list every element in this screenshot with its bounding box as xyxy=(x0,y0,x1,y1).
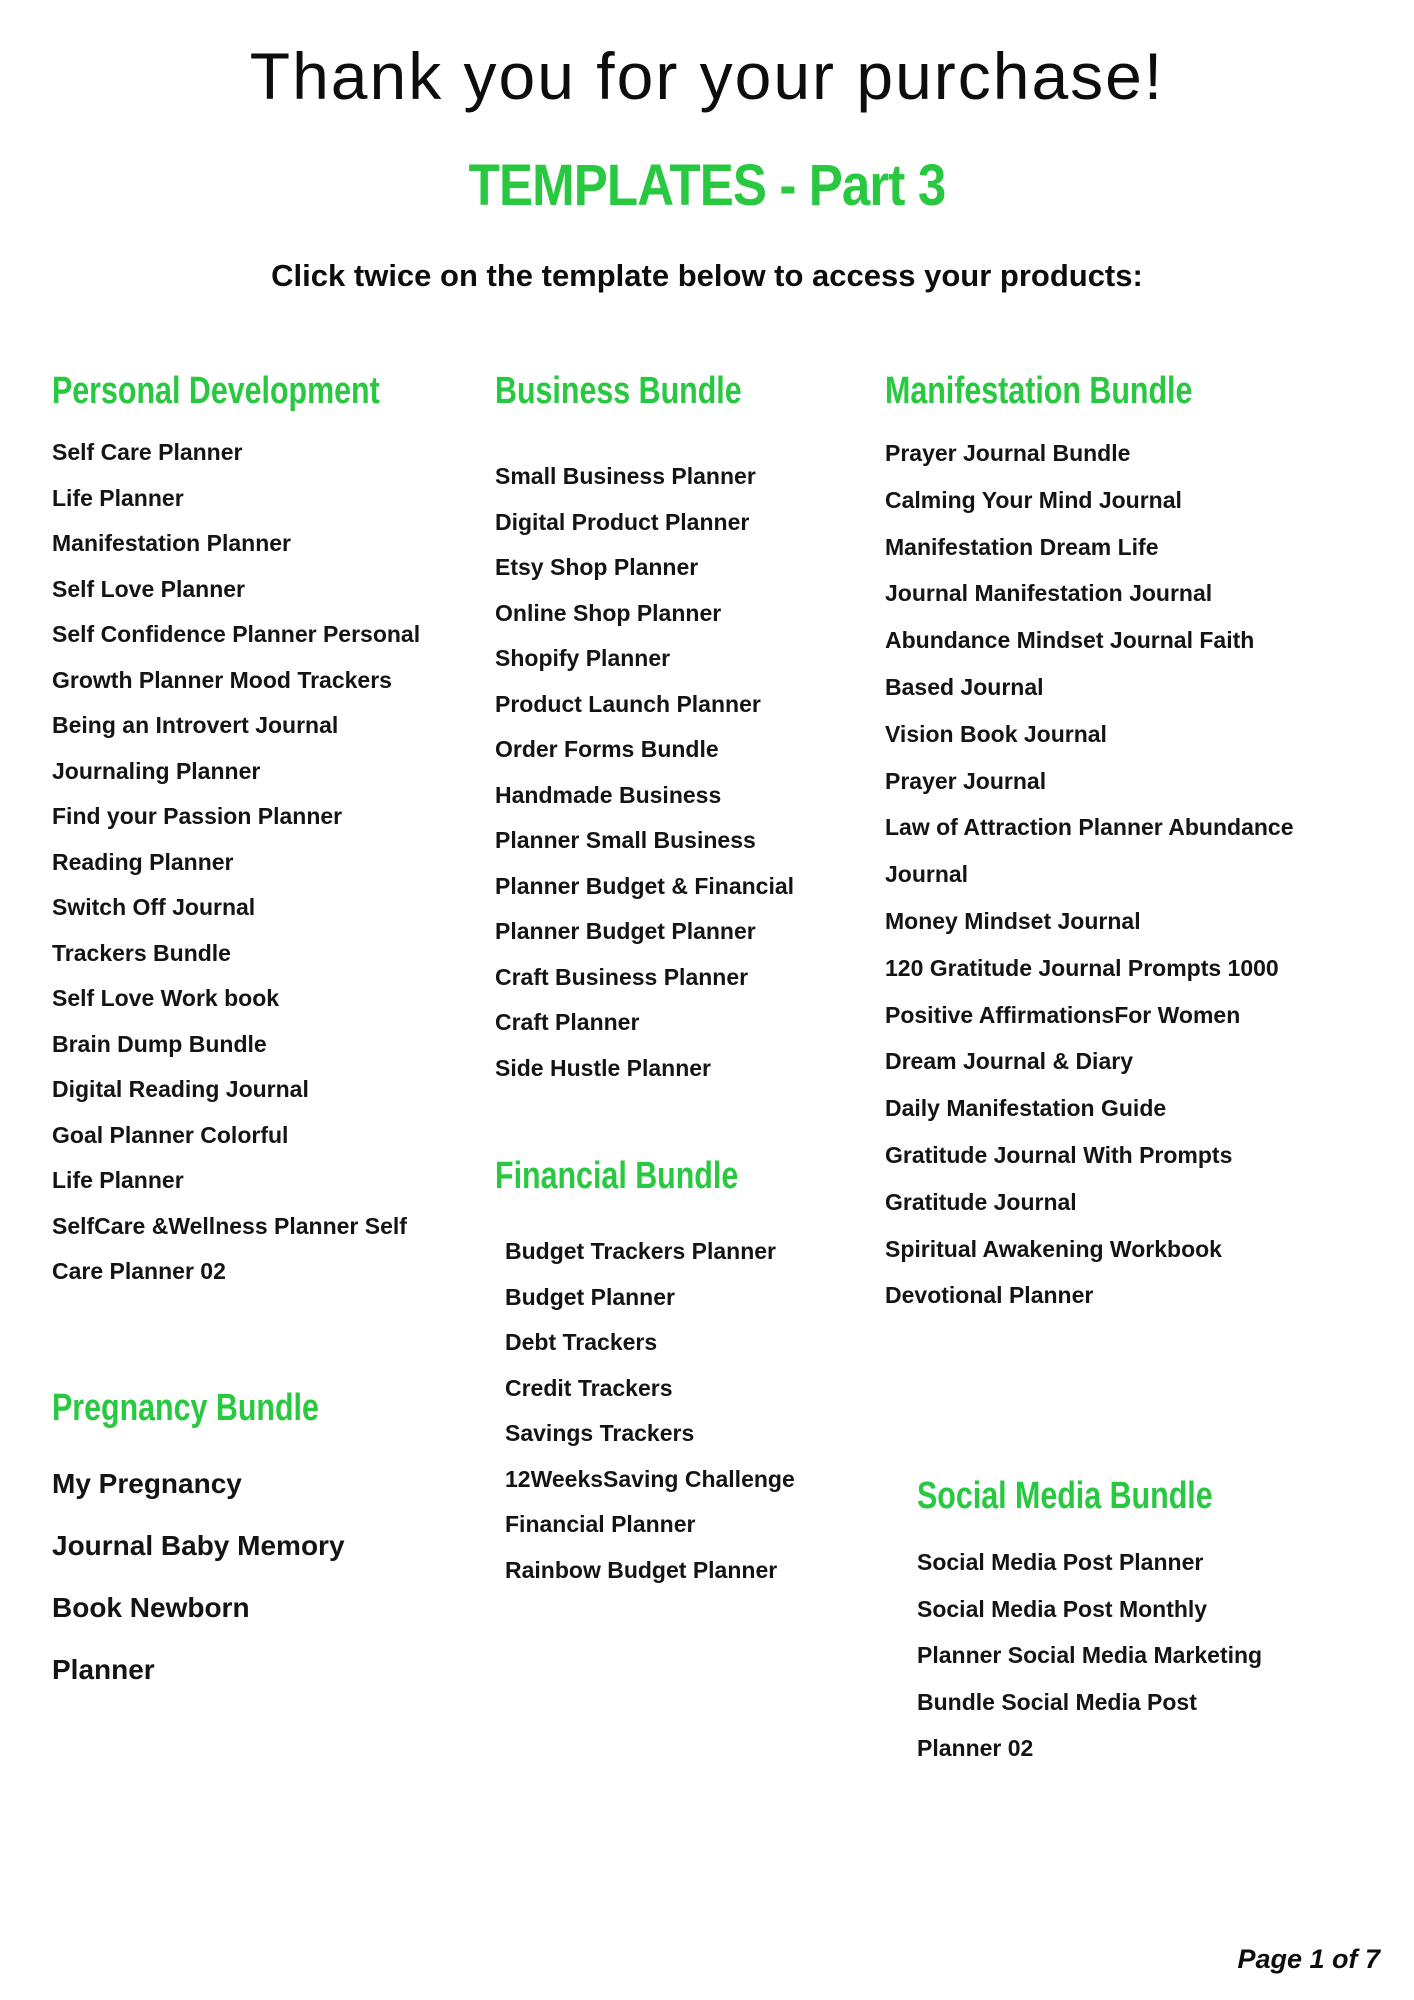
product-item[interactable]: Planner Social Media Marketing xyxy=(917,1642,1263,1669)
product-item[interactable]: Book Newborn xyxy=(52,1591,250,1623)
section-title-personal-development: Personal Development xyxy=(52,370,380,412)
product-item[interactable]: Positive AffirmationsFor Women xyxy=(885,1001,1241,1028)
product-item[interactable]: Self Confidence Planner Personal xyxy=(52,621,421,647)
product-item[interactable]: Based Journal xyxy=(885,673,1044,700)
product-item[interactable]: Bundle Social Media Post xyxy=(917,1688,1197,1715)
product-item[interactable]: Journal xyxy=(885,861,969,888)
product-item[interactable]: Dream Journal & Diary xyxy=(885,1048,1133,1075)
page-subtitle: TEMPLATES - Part 3 xyxy=(468,153,946,218)
product-item[interactable]: Planner Small Business xyxy=(495,827,756,853)
product-item[interactable]: Craft Business Planner xyxy=(495,963,749,990)
product-item[interactable]: SelfCare &Wellness Planner Self xyxy=(52,1212,407,1239)
product-item[interactable]: Gratitude Journal xyxy=(885,1188,1077,1215)
column-1 xyxy=(52,372,482,1701)
product-item[interactable]: Devotional Planner xyxy=(885,1282,1094,1309)
product-item[interactable]: Handmade Business xyxy=(495,781,722,808)
product-item[interactable]: Find your Passion Planner xyxy=(52,803,343,829)
product-item[interactable]: Planner Budget & Financial xyxy=(495,872,795,899)
section-business-bundle xyxy=(495,372,895,1091)
product-item[interactable]: Reading Planner xyxy=(52,848,234,875)
product-item[interactable]: Calming Your Mind Journal xyxy=(885,486,1182,513)
product-item[interactable]: Life Planner xyxy=(52,1167,184,1193)
instruction-text: Click twice on the template below to access your products: xyxy=(271,258,1143,293)
product-item[interactable]: Law of Attraction Planner Abundance xyxy=(885,814,1294,841)
product-item[interactable]: Social Media Post Planner xyxy=(917,1549,1204,1576)
page-title: Thank you for your purchase! xyxy=(249,39,1165,113)
section-social-media-bundle xyxy=(885,1477,1385,1772)
product-item[interactable]: Abundance Mindset Journal Faith xyxy=(885,627,1255,654)
product-item[interactable]: Goal Planner Colorful xyxy=(52,1121,289,1148)
product-item[interactable]: Budget Trackers Planner xyxy=(505,1238,776,1264)
product-item[interactable]: Brain Dump Bundle xyxy=(52,1030,267,1057)
product-item[interactable]: Digital Reading Journal xyxy=(52,1076,309,1102)
product-item[interactable]: Money Mindset Journal xyxy=(885,907,1141,934)
product-item[interactable]: Online Shop Planner xyxy=(495,599,722,626)
product-list-pregnancy-bundle xyxy=(52,1453,482,1701)
product-item[interactable]: Vision Book Journal xyxy=(885,720,1107,747)
product-item[interactable]: Debt Trackers xyxy=(505,1329,658,1355)
product-item[interactable]: Journal Baby Memory xyxy=(52,1529,345,1561)
page-number: Page 1 of 7 xyxy=(1237,1944,1380,1974)
product-list-personal-development xyxy=(52,430,482,1295)
product-item[interactable]: Being an Introvert Journal xyxy=(52,712,339,738)
product-item[interactable]: Craft Planner xyxy=(495,1009,640,1035)
product-item[interactable]: Life Planner xyxy=(52,484,184,511)
section-financial-bundle xyxy=(495,1157,895,1593)
product-item[interactable]: My Pregnancy xyxy=(52,1467,242,1499)
product-item[interactable]: Planner Budget Planner xyxy=(495,918,756,944)
section-title-manifestation-bundle: Manifestation Bundle xyxy=(885,370,1193,412)
section-title-business-bundle: Business Bundle xyxy=(495,370,742,412)
product-item[interactable]: Manifestation Dream Life xyxy=(885,533,1159,560)
product-item[interactable]: Manifestation Planner xyxy=(52,530,291,556)
product-item[interactable]: Savings Trackers xyxy=(505,1420,695,1446)
product-item[interactable]: Planner 02 xyxy=(917,1735,1034,1762)
product-list-business-bundle xyxy=(495,454,895,1091)
product-item[interactable]: Financial Planner xyxy=(505,1511,696,1537)
product-item[interactable]: Small Business Planner xyxy=(495,463,756,489)
product-item[interactable]: Prayer Journal Bundle xyxy=(885,440,1131,466)
product-item[interactable]: Planner xyxy=(52,1653,155,1685)
section-personal-development xyxy=(52,372,482,1295)
product-item[interactable]: Journal Manifestation Journal xyxy=(885,580,1213,607)
product-item[interactable]: Rainbow Budget Planner xyxy=(505,1556,778,1583)
product-item[interactable]: Care Planner 02 xyxy=(52,1258,226,1284)
product-item[interactable]: Spiritual Awakening Workbook xyxy=(885,1235,1222,1262)
column-2 xyxy=(495,372,895,1593)
product-item[interactable]: Budget Planner xyxy=(505,1283,675,1310)
section-manifestation-bundle xyxy=(885,372,1385,1319)
product-item[interactable]: Journaling Planner xyxy=(52,757,261,784)
product-item[interactable]: Etsy Shop Planner xyxy=(495,554,699,580)
product-item[interactable]: Product Launch Planner xyxy=(495,690,761,717)
product-item[interactable]: Shopify Planner xyxy=(495,645,671,671)
section-pregnancy-bundle xyxy=(52,1386,482,1701)
product-item[interactable]: 120 Gratitude Journal Prompts 1000 xyxy=(885,954,1279,981)
section-title-pregnancy-bundle: Pregnancy Bundle xyxy=(52,1386,319,1429)
product-item[interactable]: Growth Planner Mood Trackers xyxy=(52,666,392,693)
product-item[interactable]: Order Forms Bundle xyxy=(495,736,719,762)
product-item[interactable]: Credit Trackers xyxy=(505,1374,673,1401)
product-item[interactable]: Self Love Planner xyxy=(52,575,246,602)
product-list-social-media-bundle xyxy=(917,1539,1385,1772)
product-item[interactable]: Self Care Planner xyxy=(52,439,243,465)
product-item[interactable]: Gratitude Journal With Prompts xyxy=(885,1141,1233,1168)
section-title-social-media-bundle: Social Media Bundle xyxy=(917,1475,1213,1518)
product-item[interactable]: Daily Manifestation Guide xyxy=(885,1095,1167,1122)
product-item[interactable]: 12WeeksSaving Challenge xyxy=(505,1465,795,1492)
section-title-financial-bundle: Financial Bundle xyxy=(495,1155,739,1197)
product-item[interactable]: Trackers Bundle xyxy=(52,939,231,966)
product-list-manifestation-bundle xyxy=(885,430,1385,1319)
product-list-financial-bundle xyxy=(495,1229,895,1593)
product-item[interactable]: Social Media Post Monthly xyxy=(917,1595,1208,1622)
product-item[interactable]: Side Hustle Planner xyxy=(495,1054,712,1081)
column-3 xyxy=(885,372,1385,1772)
product-item[interactable]: Prayer Journal xyxy=(885,767,1047,794)
product-item[interactable]: Self Love Work book xyxy=(52,985,280,1011)
product-item[interactable]: Switch Off Journal xyxy=(52,894,256,920)
product-item[interactable]: Digital Product Planner xyxy=(495,508,750,535)
